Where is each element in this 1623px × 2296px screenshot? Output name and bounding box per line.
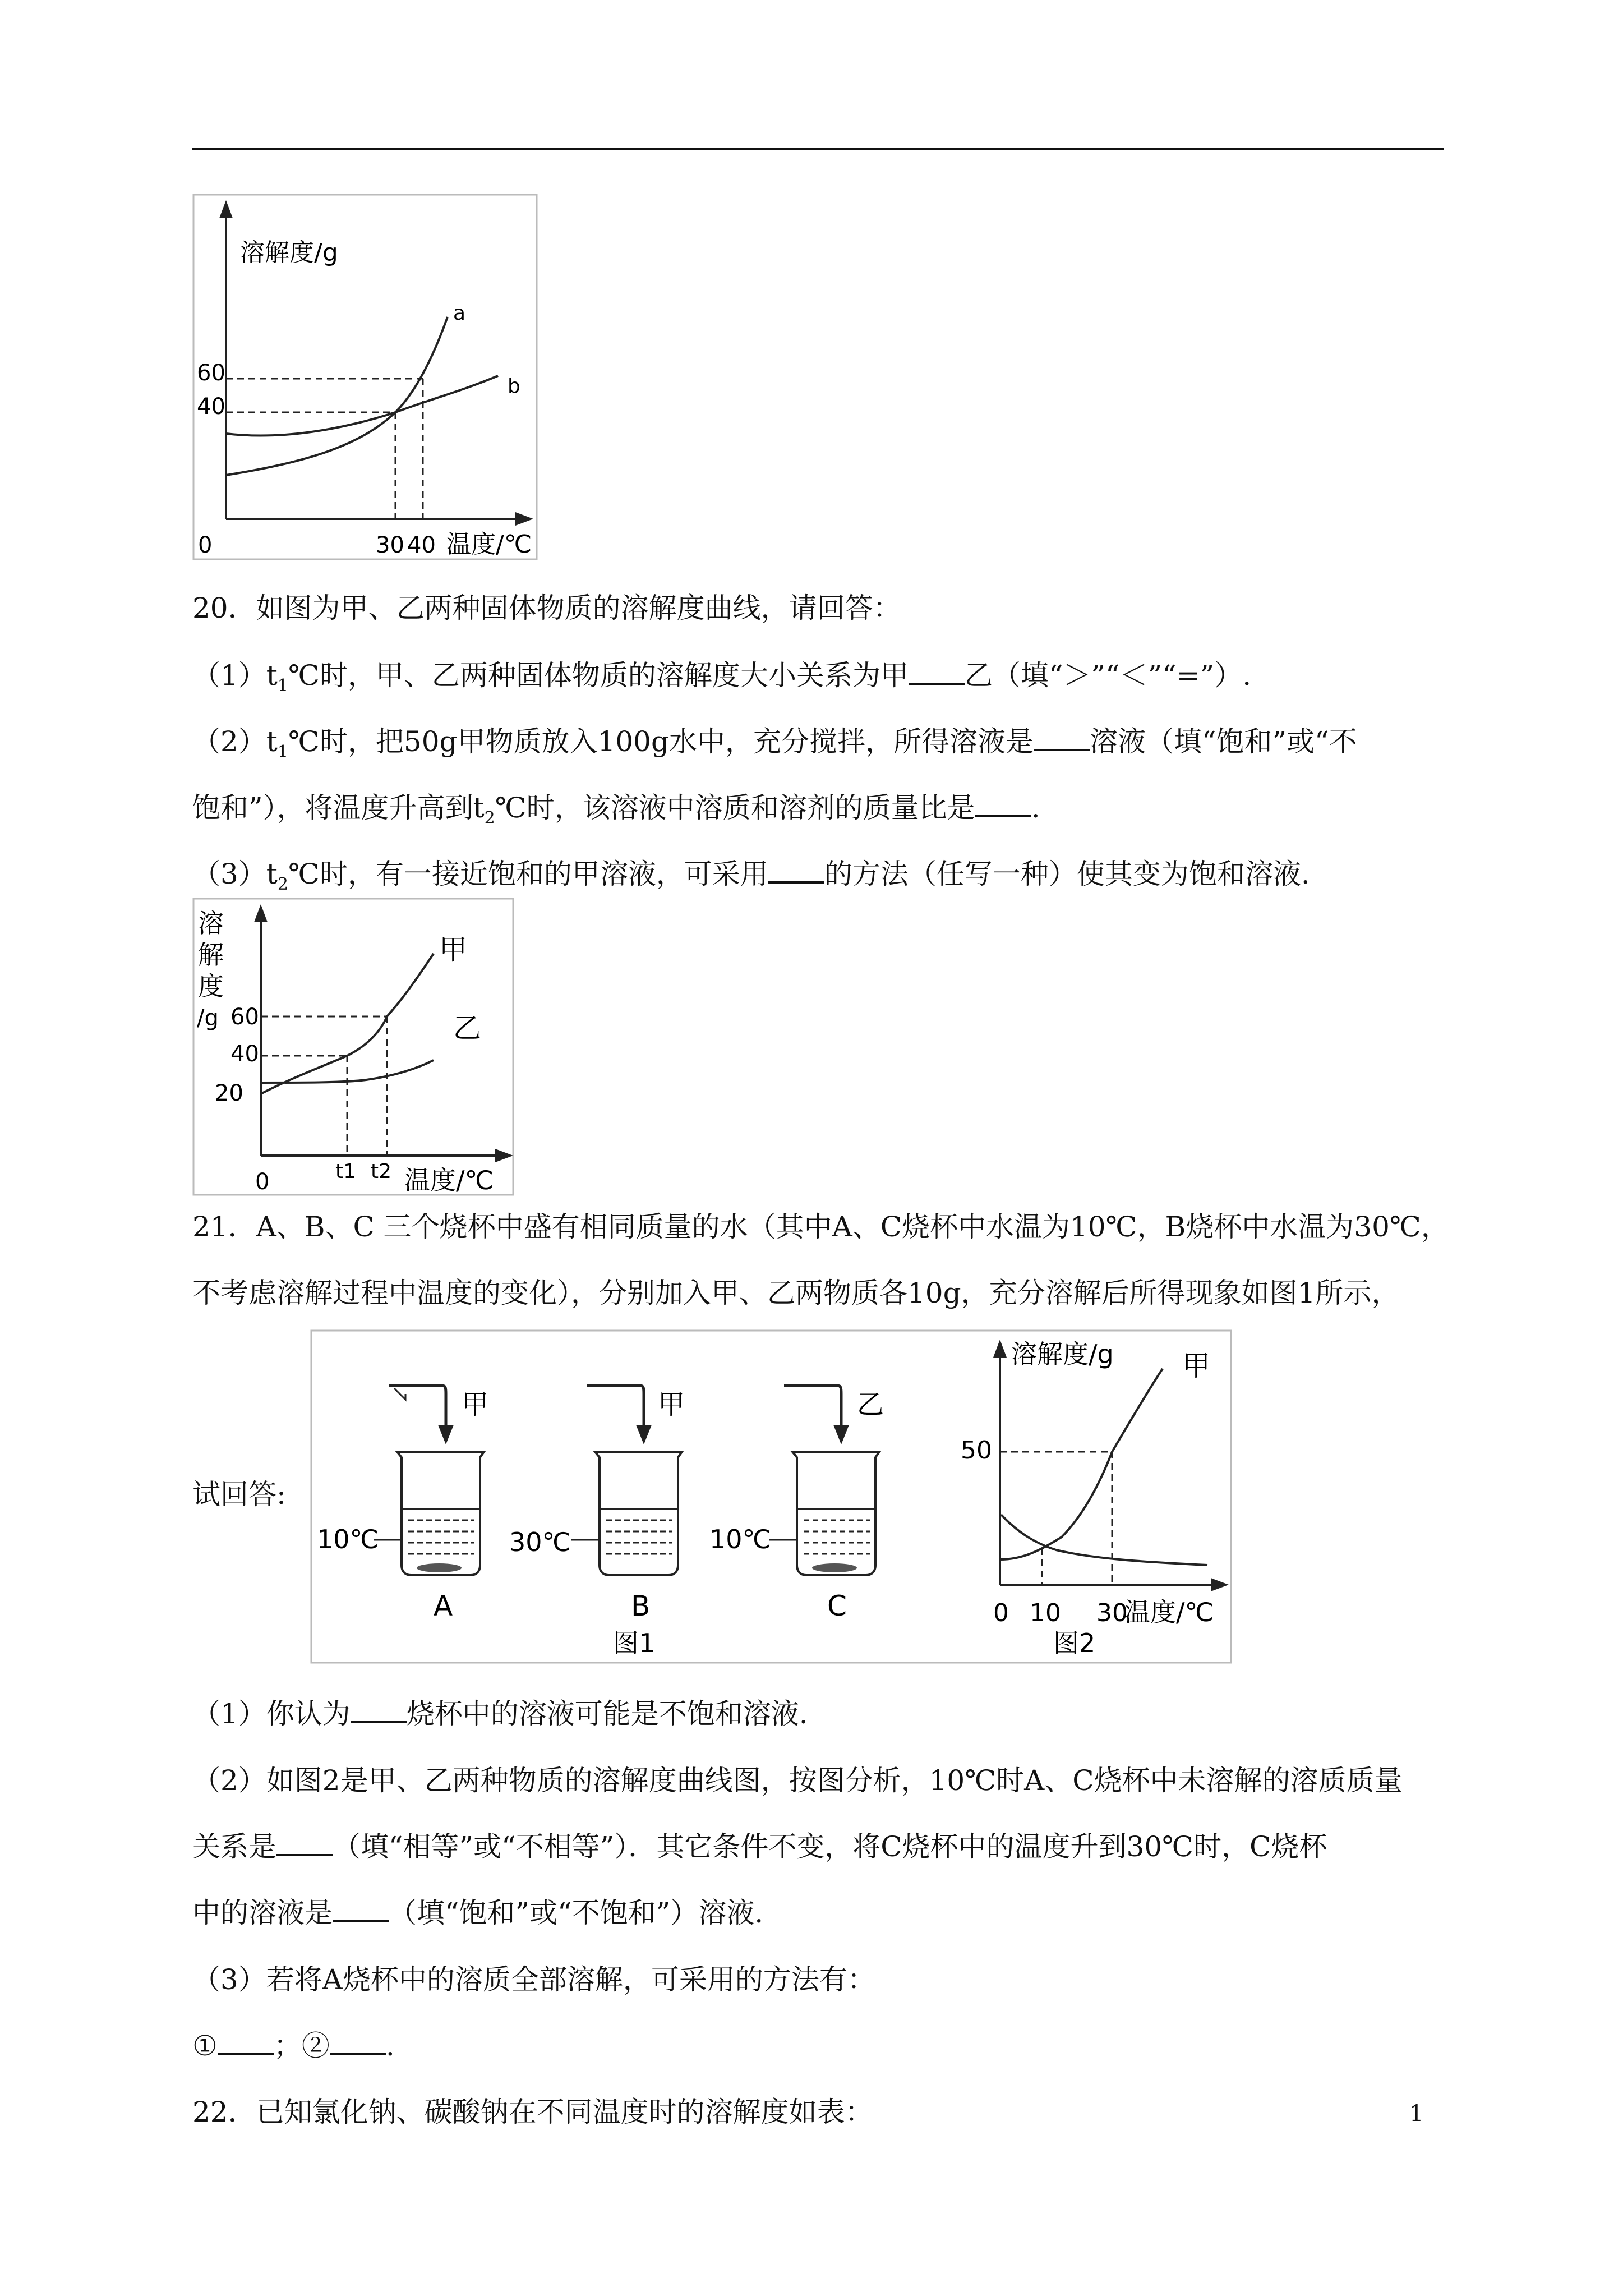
answer-blank[interactable]	[909, 660, 965, 685]
beaker-c	[709, 1386, 884, 1622]
q20-stem: 20．如图为甲、乙两种固体物质的溶解度曲线，请回答：	[192, 592, 901, 624]
beaker-b-substance: 甲	[658, 1389, 685, 1420]
q21-line1: 21．A、B、C 三个烧杯中盛有相同质量的水（其中A、C烧杯中水温为10℃，B烧杯中水温为30℃，	[192, 1211, 1449, 1243]
fig2-ytick-60: 60	[230, 1004, 259, 1030]
fig1-origin: 0	[198, 532, 213, 558]
fig3-curve-jia	[1000, 1369, 1163, 1559]
q21-part2: （2）如图2是甲、乙两种物质的溶解度曲线图，按图分析，10℃时A、C烧杯中未溶解的溶质质量	[192, 1764, 1403, 1797]
q21-part2-cont: 关系是 （填“相等”或“不相等”）．其它条件不变，将C烧杯中的温度升到30℃时，C烧杯	[192, 1830, 1327, 1863]
answer-blank[interactable]	[1034, 726, 1090, 751]
fig3-ytick-50: 50	[961, 1436, 992, 1465]
fig1-ylabel: 溶解度/g	[240, 238, 338, 267]
curve-yi-label: 乙	[453, 1012, 481, 1045]
fig3-xtick-30: 30	[1096, 1599, 1128, 1627]
beaker-a-substance: 甲	[462, 1389, 489, 1420]
q21-ask: 试回答:	[192, 1478, 286, 1511]
beaker-a	[317, 1386, 488, 1622]
figure-solubility-jia-yi	[192, 898, 518, 1200]
answer-blank[interactable]	[276, 1832, 333, 1856]
fig2-ylabel-4: /g	[197, 1005, 219, 1031]
fig3-chart	[961, 1339, 1229, 1627]
beaker-a-label: A	[434, 1590, 453, 1622]
q20-part1: $(1)t_1℃$时，甲、乙两种固体物质的溶解度大小关系为甲 乙（填“＞”“＜”“=”）.	[192, 659, 1252, 696]
answer-blank[interactable]	[330, 2031, 386, 2055]
figure-solubility-a-b	[192, 194, 540, 564]
fig2-xtick-t1: t1	[335, 1160, 357, 1183]
fig1-ytick-60: 60	[197, 360, 225, 386]
fig1-xlabel: 温度/℃	[446, 530, 532, 559]
beaker-b	[509, 1386, 685, 1622]
beaker-b-label: B	[631, 1590, 651, 1622]
fig3-curve-jia-label: 甲	[1182, 1350, 1210, 1382]
fig2-xtick-t2: t2	[371, 1160, 392, 1183]
figure2-caption: 图2	[1053, 1628, 1096, 1658]
q21-part1: （1）你认为 烧杯中的溶液可能是不饱和溶液.	[192, 1697, 808, 1730]
curve-b	[226, 376, 498, 436]
fig3-xtick-10: 10	[1030, 1599, 1061, 1627]
fig1-xtick-40: 40	[407, 532, 436, 558]
q20-part2: $(2)t_1℃$时，把50g甲物质放入100g水中，充分搅拌，所得溶液是 溶液（填“饱和”或“不	[192, 725, 1357, 762]
fig2-origin: 0	[255, 1169, 270, 1195]
fig1-ytick-40: 40	[197, 394, 225, 420]
fig3-curve-yi	[1001, 1515, 1207, 1565]
q21-line2: 不考虑溶解过程中温度的变化），分别加入甲、乙两物质各10g，充分溶解后所得现象如图1所示，	[192, 1277, 1400, 1309]
fig2-ylabel-3: 度	[198, 971, 224, 1001]
beaker-b-temp: 30℃	[509, 1527, 571, 1557]
curve-b-label: b	[508, 375, 520, 398]
fig2-ylabel-2: 解	[198, 940, 224, 970]
answer-blank[interactable]	[975, 793, 1031, 817]
figure-beakers-and-chart	[310, 1329, 1235, 1666]
fig3-xlabel: 温度/℃	[1124, 1597, 1214, 1627]
fig1-xtick-30: 30	[376, 532, 404, 558]
beaker-c-substance: 乙	[857, 1389, 884, 1420]
answer-blank[interactable]	[768, 859, 824, 884]
beaker-a-temp: 10℃	[317, 1524, 379, 1554]
page-number: 1	[1409, 2101, 1424, 2127]
q21-part3-answers: ① ；② .	[192, 2030, 395, 2062]
header-rule	[192, 148, 1444, 150]
q22-stem: 22．已知氯化钠、碳酸钠在不同温度时的溶解度如表：	[192, 2096, 873, 2128]
fig2-ytick-20: 20	[215, 1080, 243, 1106]
fig2-xlabel: 温度/℃	[404, 1165, 494, 1195]
beaker-c-temp: 10℃	[709, 1524, 772, 1554]
fig3-ylabel: 溶解度/g	[1011, 1339, 1114, 1369]
q21-part2-cont2: 中的溶液是 （填“饱和”或“不饱和”）溶液.	[192, 1897, 764, 1929]
curve-jia-label: 甲	[439, 933, 467, 966]
answer-blank[interactable]	[218, 2031, 274, 2055]
fig2-ylabel-1: 溶	[198, 908, 224, 938]
q21-part3: （3）若将A烧杯中的溶质全部溶解，可采用的方法有：	[192, 1963, 875, 1996]
q20-part3: $(3)t_2℃$时，有一接近饱和的甲溶液，可采用 的方法（任写一种）使其变为饱和溶液.	[192, 858, 1310, 894]
fig3-origin: 0	[993, 1599, 1009, 1627]
curve-a-label: a	[453, 302, 466, 325]
fig2-ytick-40: 40	[230, 1041, 259, 1067]
curve-a	[226, 317, 448, 475]
answer-blank[interactable]	[333, 1898, 389, 1922]
beaker-c-label: C	[827, 1590, 847, 1622]
figure1-caption: 图1	[613, 1628, 656, 1658]
q20-part2-cont: 饱和”），将温度升高到$t_2℃$时，该溶液中溶质和溶剂的质量比是 .	[192, 792, 1040, 828]
answer-blank[interactable]	[351, 1699, 407, 1723]
